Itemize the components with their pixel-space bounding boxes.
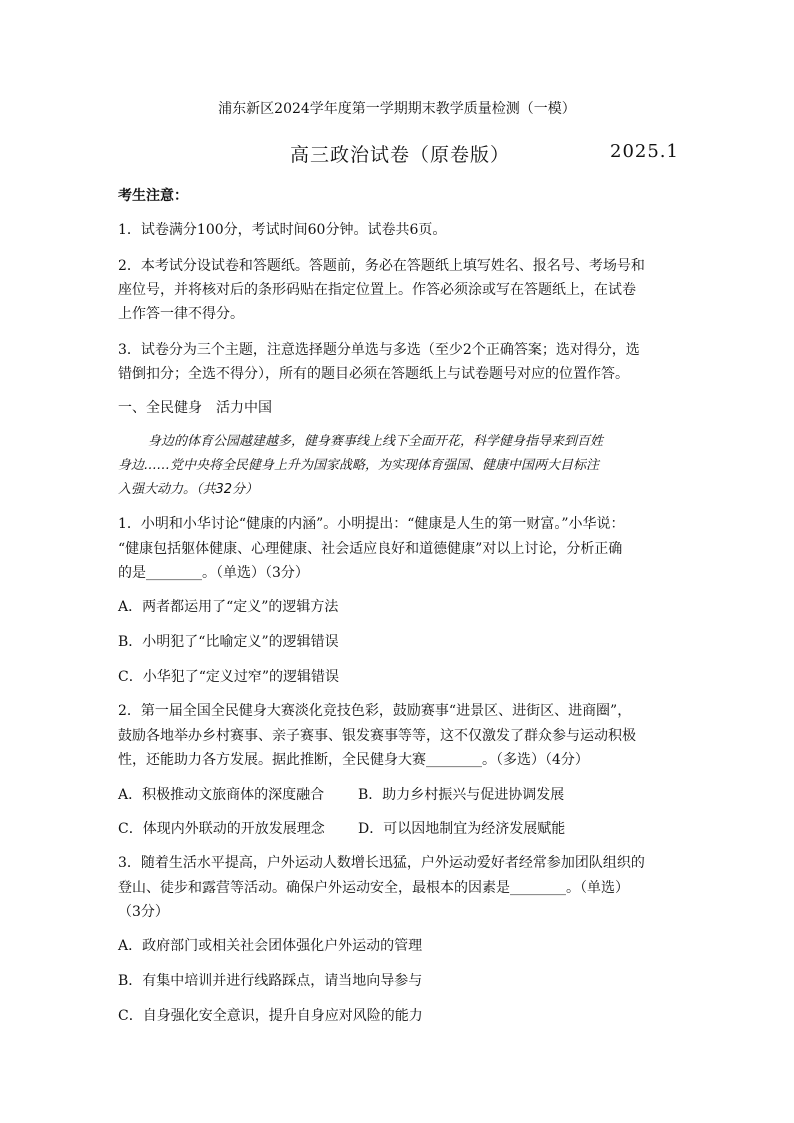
notice-item-3-line-2: 错倒扣分；全选不得分），所有的题目必须在答题纸上与试卷题号对应的位置作答。 (118, 366, 629, 382)
q3-option-b: B．有集中培训并进行线路踩点，请当地向导参与 (118, 973, 423, 989)
notice-item-1: 1．试卷满分100分，考试时间60分钟。试卷共6页。 (118, 222, 447, 238)
notice-item-2-line-2: 座位号，并将核对后的条形码贴在指定位置上。作答必须涂或写在答题纸上，在试卷 (118, 282, 636, 298)
q1-stem-line-2: “健康包括躯体健康、心理健康、社会适应良好和道德健康”对以上讨论，分析正确 (118, 541, 623, 557)
q3-stem-line-3: （3分） (118, 904, 169, 920)
section-1-heading: 一、全民健身 活力中国 (118, 400, 272, 416)
q2-stem-line-2: 鼓励各地举办乡村赛事、亲子赛事、银发赛事等等，这不仅激发了群众参与运动积极 (118, 728, 636, 744)
q2-option-c: C．体现内外联动的开放发展理念 (118, 821, 325, 837)
q2-option-a: A．积极推动文旅商体的深度融合 (118, 787, 325, 803)
section-1-intro-line-1: 身边的体育公园越建越多，健身赛事线上线下全面开花，科学健身指导来到百姓 (148, 434, 604, 449)
exam-subtitle: 浦东新区2024学年度第一学期期末教学质量检测（一模） (218, 101, 576, 117)
q2-option-d: D．可以因地制宜为经济发展赋能 (358, 821, 566, 837)
q1-option-c: C．小华犯了“定义过窄”的逻辑错误 (118, 669, 340, 685)
section-1-intro-line-2: 身边……党中央将全民健身上升为国家战略，为实现体育强国、健康中国两大目标注 (118, 458, 600, 473)
q1-stem-line-3: 的是________。（单选）（3分） (118, 565, 309, 581)
q3-stem-line-2: 登山、徒步和露营等活动。确保户外运动安全，最根本的因素是________。（单选） (118, 880, 629, 896)
q1-option-b: B．小明犯了“比喻定义”的逻辑错误 (118, 634, 339, 650)
q2-stem-line-1: 2．第一届全国全民健身大赛淡化竞技色彩，鼓励赛事“进景区、进街区、进商圈”， (118, 703, 632, 719)
q1-option-a: A．两者都运用了“定义”的逻辑方法 (118, 599, 339, 615)
q3-stem-line-1: 3．随着生活水平提高，户外运动人数增长迅猛，户外运动爱好者经常参加团队组织的 (118, 855, 645, 871)
q3-option-c: C．自身强化安全意识，提升自身应对风险的能力 (118, 1008, 423, 1024)
notice-heading: 考生注意： (118, 188, 188, 204)
exam-date: 2025.1 (610, 141, 679, 162)
q1-stem-line-1: 1．小明和小华讨论“健康的内涵”。小明提出：“健康是人生的第一财富。”小华说： (118, 516, 625, 532)
exam-title-row (290, 140, 679, 167)
q2-stem-line-3: 性，还能助力各方发展。据此推断，全民健身大赛________。（多选）（4分） (118, 752, 589, 768)
q3-option-a: A．政府部门或相关社会团体强化户外运动的管理 (118, 938, 423, 954)
section-1-intro-line-3: 入强大动力。（共32分） (118, 482, 259, 497)
notice-item-3-line-1: 3．试卷分为三个主题，注意选择题分单选与多选（至少2个正确答案；选对得分，选 (118, 342, 640, 358)
exam-title: 高三政治试卷（原卷版） (290, 144, 511, 166)
q2-option-b: B．助力乡村振兴与促进协调发展 (358, 787, 565, 803)
notice-item-2-line-1: 2．本考试分设试卷和答题纸。答题前，务必在答题纸上填写姓名、报名号、考场号和 (118, 258, 645, 274)
notice-item-2-line-3: 上作答一律不得分。 (118, 306, 244, 322)
